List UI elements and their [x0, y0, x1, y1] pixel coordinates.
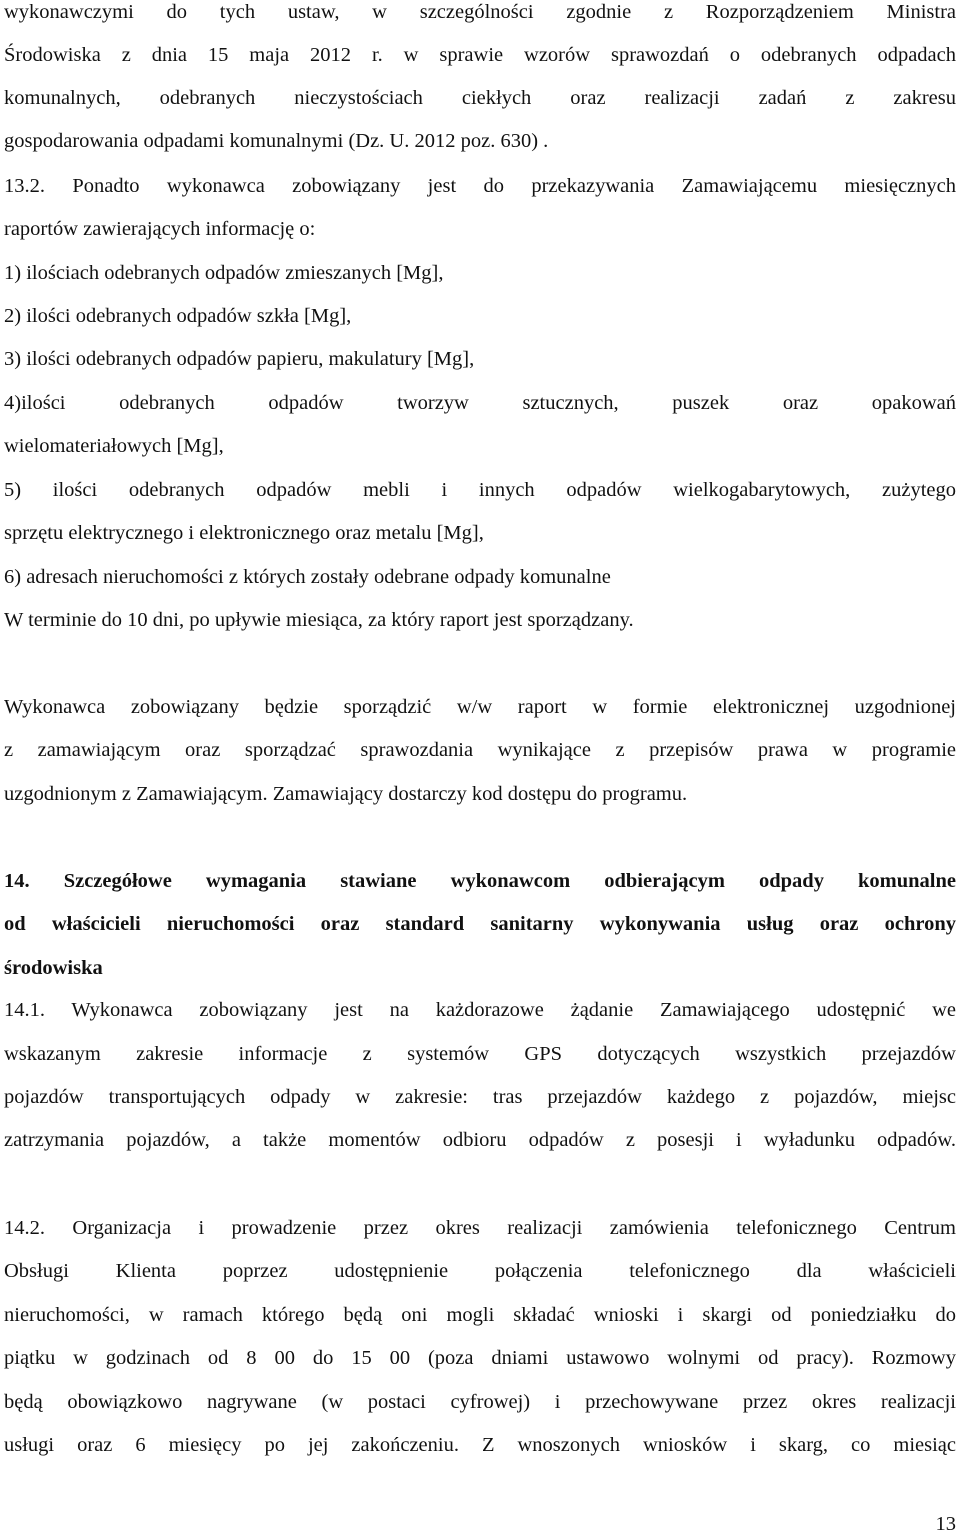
list-item: 1) ilościach odebranych odpadów zmieszanych [Mg],	[4, 262, 444, 284]
text-line: W terminie do 10 dni, po upływie miesiąca, za który raport jest sporządzany.	[4, 609, 634, 631]
list-item-continuation: wielomateriałowych [Mg],	[4, 435, 224, 457]
list-item: 5) ilości odebranych odpadów mebli i innych odpadów wielkogabarytowych, zużytego	[4, 479, 956, 501]
text-line: piątku w godzinach od 8 00 do 15 00 (poza dniami ustawowo wolnymi od pracy). Rozmowy	[4, 1347, 956, 1369]
section-14-heading: 14. Szczegółowe wymagania stawiane wykonawcom odbierającym odpady komunalne	[4, 870, 956, 892]
text-line: zatrzymania pojazdów, a także momentów odbioru odpadów z posesji i wyładunku odpadów.	[4, 1129, 956, 1151]
text-line: usługi oraz 6 miesięcy po jej zakończeniu. Z wnoszonych wniosków i skarg, co miesiąc	[4, 1434, 956, 1456]
section-13-2-line: 13.2. Ponadto wykonawca zobowiązany jest do przekazywania Zamawiającemu miesięcznych	[4, 175, 956, 197]
page-number: 13	[935, 1513, 956, 1535]
text-line: Obsługi Klienta poprzez udostępnienie połączenia telefonicznego dla właścicieli	[4, 1260, 956, 1282]
text-line: z zamawiającym oraz sporządzać sprawozdania wynikające z przepisów prawa w programie	[4, 739, 956, 761]
text-line: nieruchomości, w ramach którego będą oni mogli składać wnioski i skargi od poniedziałku do	[4, 1304, 956, 1326]
text-line: będą obowiązkowo nagrywane (w postaci cyfrowej) i przechowywane przez okres realizacji	[4, 1391, 956, 1413]
list-item: 2) ilości odebranych odpadów szkła [Mg],	[4, 305, 352, 327]
section-14-heading: środowiska	[4, 957, 103, 979]
text-line: wykonawczymi do tych ustaw, w szczególności zgodnie z Rozporządzeniem Ministra	[4, 1, 956, 23]
section-14-1-line: 14.1. Wykonawca zobowiązany jest na każdorazowe żądanie Zamawiającego udostępnić we	[4, 999, 956, 1021]
section-14-heading: od właścicieli nieruchomości oraz standard sanitarny wykonywania usług oraz ochrony	[4, 913, 956, 935]
text-line: gospodarowania odpadami komunalnymi (Dz. U. 2012 poz. 630) .	[4, 130, 549, 152]
list-item-continuation: sprzętu elektrycznego i elektronicznego oraz metalu [Mg],	[4, 522, 484, 544]
list-item: 6) adresach nieruchomości z których zostały odebrane odpady komunalne	[4, 566, 611, 588]
section-14-2-line: 14.2. Organizacja i prowadzenie przez okres realizacji zamówienia telefonicznego Centrum	[4, 1217, 956, 1239]
text-line: pojazdów transportujących odpady w zakresie: tras przejazdów każdego z pojazdów, miejsc	[4, 1086, 956, 1108]
text-line: uzgodnionym z Zamawiającym. Zamawiający dostarczy kod dostępu do programu.	[4, 783, 688, 805]
list-item: 4)ilości odebranych odpadów tworzyw sztucznych, puszek oraz opakowań	[4, 392, 956, 414]
text-line: Wykonawca zobowiązany będzie sporządzić w/w raport w formie elektronicznej uzgodnionej	[4, 696, 956, 718]
text-line: raportów zawierających informację o:	[4, 218, 316, 240]
text-line: Środowiska z dnia 15 maja 2012 r. w sprawie wzorów sprawozdań o odebranych odpadach	[4, 44, 956, 66]
text-line: wskazanym zakresie informacje z systemów GPS dotyczących wszystkich przejazdów	[4, 1043, 956, 1065]
list-item: 3) ilości odebranych odpadów papieru, makulatury [Mg],	[4, 348, 475, 370]
text-line: komunalnych, odebranych nieczystościach ciekłych oraz realizacji zadań z zakresu	[4, 87, 956, 109]
